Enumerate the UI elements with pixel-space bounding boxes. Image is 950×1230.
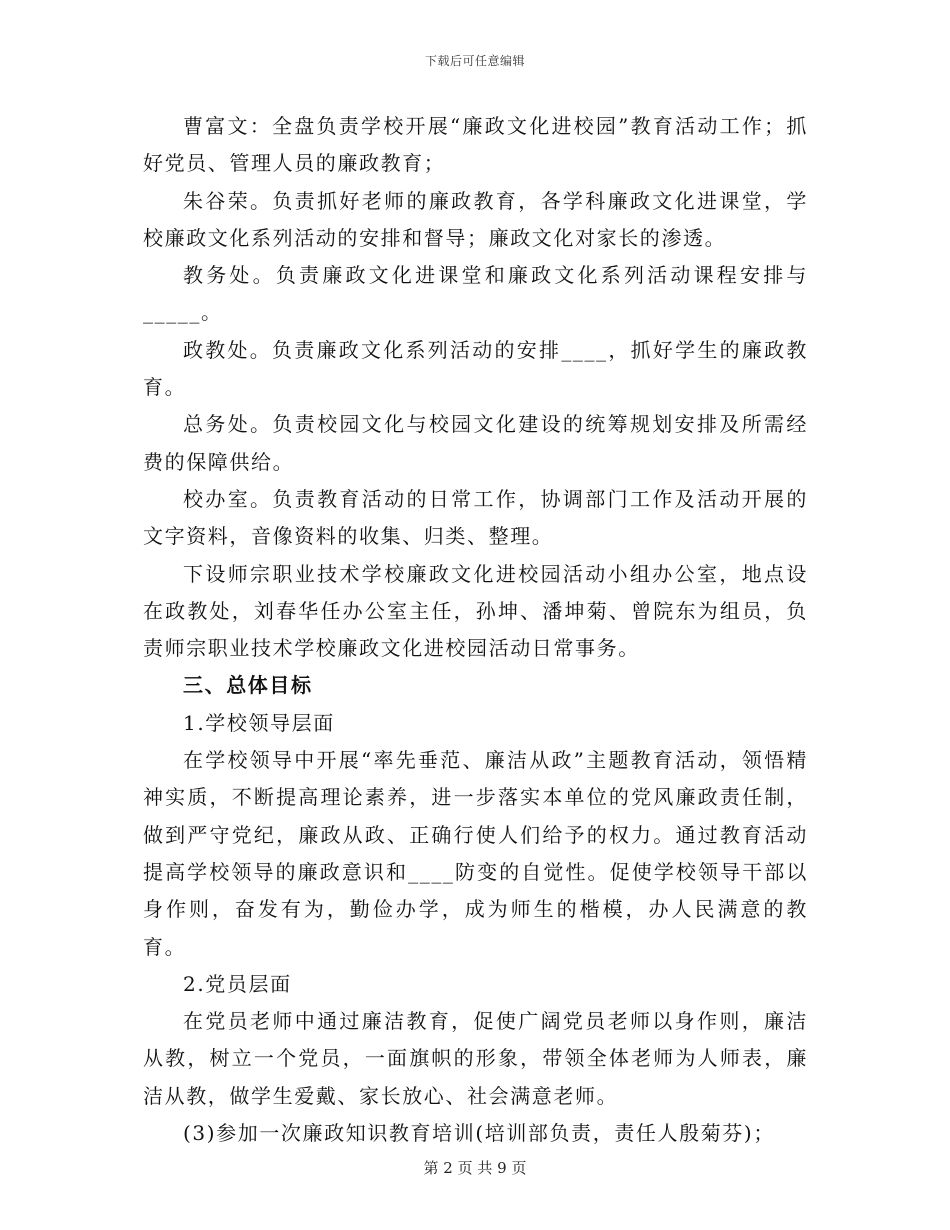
paragraph-academic-office: 教务处。负责廉政文化进课堂和廉政文化系列活动课程安排与_____。 (143, 263, 808, 325)
paragraph-political-office: 政教处。负责廉政文化系列活动的安排____，抓好学生的廉政教育。 (143, 337, 808, 400)
paragraph-school-office: 校办室。负责教育活动的日常工作，协调部门工作及活动开展的文字资料，音像资料的收集、归类、整理。 (143, 486, 808, 549)
paragraph-school-leadership: 在学校领导中开展“率先垂范、廉洁从政”主题教育活动，领悟精神实质，不断提高理论素养，进一步落实本单位的党风廉政责任制，做到严守党纪，廉政从政、正确行使人们给予的权力。通过教育活动提高学校领导的廉政意识和____防变的自觉性。促使学校领导干部以身作则，奋发有为，勤俭办学，成为师生的楷模，办人民满意的教育。 (143, 748, 808, 959)
paragraph-cao-fuwen: 曹富文：全盘负责学校开展“廉政文化进校园”教育活动工作；抓好党员、管理人员的廉政教育； (143, 114, 808, 176)
subheading-school-leadership: 1.学校领导层面 (183, 710, 335, 735)
section-heading-overall-goals: 三、总体目标 (183, 673, 313, 698)
paragraph-general-affairs: 总务处。负责校园文化与校园文化建设的统筹规划安排及所需经费的保障供给。 (143, 412, 808, 474)
page-footer: 第 2 页 共 9 页 (423, 1159, 527, 1177)
paragraph-activity-office: 下设师宗职业技术学校廉政文化进校园活动小组办公室，地点设在政教处，刘春华任办公室主任，孙坤、潘坤菊、曾院东为组员，负责师宗职业技术学校廉政文化进校园活动日常事务。 (143, 561, 808, 661)
paragraph-zhu-gurong: 朱谷荣。负责抓好老师的廉政教育，各学科廉政文化进课堂，学校廉政文化系列活动的安排和督导；廉政文化对家长的渗透。 (143, 188, 808, 250)
paragraph-party-members: 在党员老师中通过廉洁教育，促使广阔党员老师以身作则，廉洁从教，树立一个党员，一面旗帜的形象，带领全体老师为人师表，廉洁从教，做学生爱戴、家长放心、社会满意老师。 (143, 1009, 808, 1108)
list-item-training: (3)参加一次廉政知识教育培训(培训部负责，责任人殷菊芬)； (183, 1121, 775, 1146)
page-header: 下载后可任意编辑 (424, 54, 525, 68)
document-body (143, 108, 808, 1152)
subheading-party-members: 2.党员层面 (183, 971, 292, 996)
